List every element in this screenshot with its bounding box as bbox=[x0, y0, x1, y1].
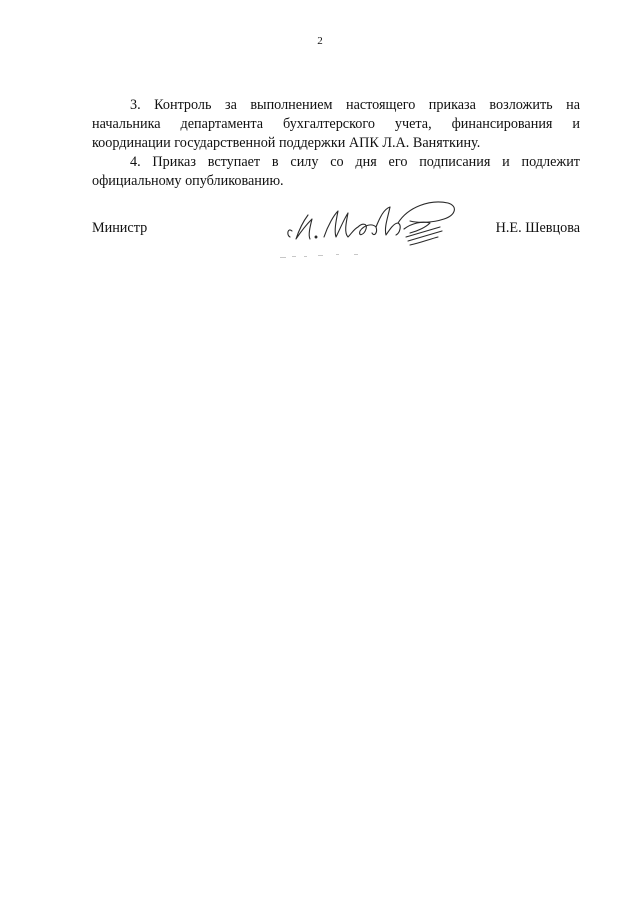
signatory-name: Н.Е. Шевцова bbox=[495, 220, 580, 236]
handwritten-signature bbox=[280, 193, 470, 265]
document-body bbox=[92, 96, 580, 191]
page-number: 2 bbox=[317, 35, 323, 47]
signatory-title: Министр bbox=[92, 220, 148, 236]
paragraph-3: 3. Контроль за выполнением настоящего приказа возложить на начальника департамента бухгалтерского учета, финансирования и координации государственной поддержки АПК Л.А. Ваняткину. bbox=[92, 97, 580, 151]
paragraph-4: 4. Приказ вступает в силу со дня его подписания и подлежит официальному опубликованию. bbox=[92, 154, 580, 189]
